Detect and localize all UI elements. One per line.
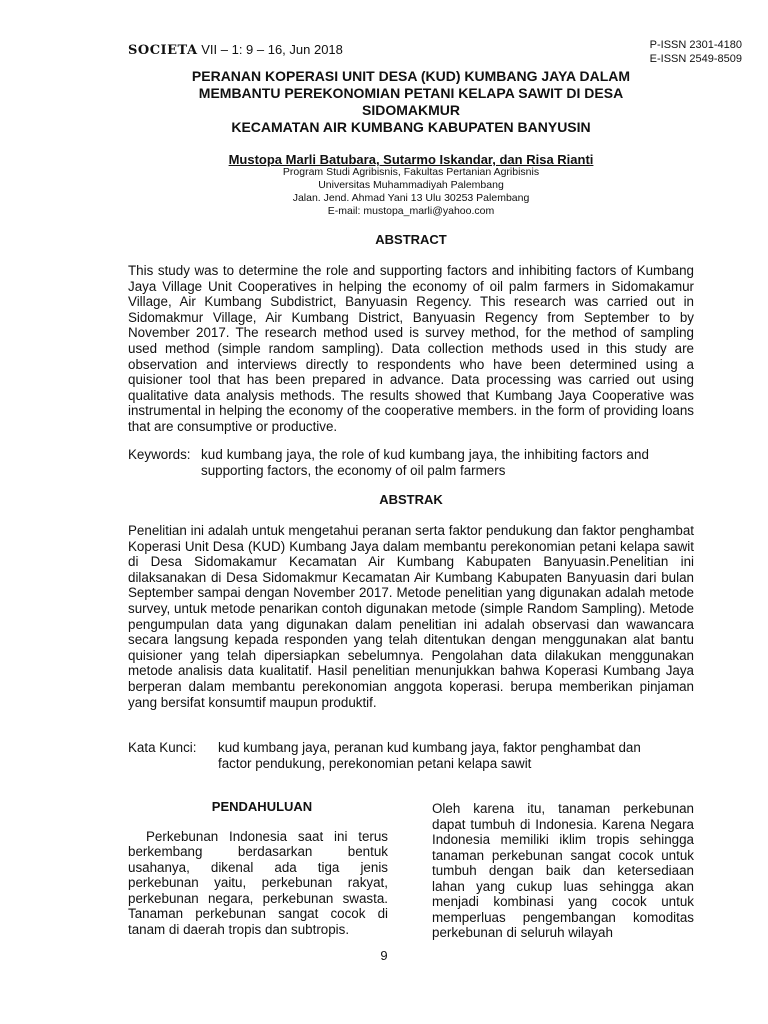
affiliation-program: Program Studi Agribisnis, Fakultas Pertanian Agribisnis bbox=[282, 166, 540, 178]
abstrak-keywords bbox=[128, 740, 694, 771]
journal-issue: VII – 1: 9 – 16, Jun 2018 bbox=[201, 42, 343, 57]
abstract-text: This study was to determine the role and supporting factors and inhibiting factors of Kumbang Jaya Village Unit Cooperatives in helping the economy of oil palm farmers in Sidomakamur Village, Air Kumbang Subdistrict, Banyuasin Regency. This research was carried out in Sidomakmur Village, Air Kumbang District, Banyuasin Regency from September to by November 2017. The research method used is survey method, for the method of sampling used method (simple random sampling). Data collection methods used in this study are observation and interviews directly to respondents who have been determined using a quisioner tool that has been prepared in advance. Data processing was carried out using qualitative data analysis methods. The results showed that Kumbang Jaya Cooperative was instrumental in helping the economy of the cooperative members. in the form of providing loans that are consumptive or productive. bbox=[128, 263, 694, 434]
abstrak-heading: ABSTRAK bbox=[379, 492, 443, 507]
title-line: MEMBANTU PEREKONOMIAN PETANI KELAPA SAWIT DI DESA bbox=[198, 85, 624, 101]
affiliation-email: E-mail: mustopa_marli@yahoo.com bbox=[327, 205, 495, 217]
journal-header bbox=[128, 42, 343, 58]
title-line: SIDOMAKMUR bbox=[362, 102, 460, 118]
kata-kunci-line: kud kumbang jaya, peranan kud kumbang jaya, faktor penghambat dan bbox=[218, 740, 641, 755]
p-issn: P-ISSN 2301-4180 bbox=[649, 39, 742, 51]
keywords-line: supporting factors, the economy of oil palm farmers bbox=[201, 462, 506, 478]
title-line: PERANAN KOPERASI UNIT DESA (KUD) KUMBANG JAYA DALAM bbox=[191, 68, 631, 84]
intro-right-text: Oleh karena itu, tanaman perkebunan dapat tumbuh di Indonesia. Karena Negara Indonesia memiliki iklim tropis sehingga tanaman perkebunan sangat cocok untuk tumbuh dengan baik dan ketersediaan lahan yang cukup luas sehingga akan menjadi kombinasi yang cocok untuk memperluas pengembangan komoditas perkebunan di seluruh wilayah bbox=[432, 801, 694, 940]
affiliation-address: Jalan. Jend. Ahmad Yani 13 Ulu 30253 Palembang bbox=[292, 192, 530, 204]
kata-kunci-line: factor pendukung, perekonomian petani kelapa sawit bbox=[218, 755, 532, 771]
keywords-label: Keywords: bbox=[128, 447, 191, 462]
abstrak-text: Penelitian ini adalah untuk mengetahui peranan serta faktor pendukung dan faktor penghambat Koperasi Unit Desa (KUD) Kumbang Jaya dalam membantu perekonomian petani kelapa sawit di Desa Sidomakamur Kecamatan Air Kumbang Kabupaten Banyuasin.Penelitian ini dilaksanakan di Desa Sidomakmur Kecamatan Air Kumbang Kabupaten Banyuasin dari bulan September sampai dengan November 2017. Metode penelitian yang digunakan adalah metode survey, untuk metode penarikan contoh digunakan metode (simple Random Sampling). Metode pengumpulan data yang digunakan dalam penelitian ini adalah observasi dan wawancara secara langsung kepada responden yang telah ditentukan dengan menggunakan alat bantu quisioner yang telah dipersiapkan sebelumnya. Pengolahan data dilakukan menggunakan metode analisis data kualitatif. Hasil penelitian menunjukkan bahwa Koperasi Kumbang Jaya berperan dalam membantu perekonomian anggota koperasi. berupa memberikan pinjaman yang bersifat konsumtif maupun produktif. bbox=[128, 523, 694, 710]
journal-brand: SOCIETA bbox=[128, 43, 198, 58]
intro-left-column bbox=[128, 799, 388, 937]
abstract-keywords bbox=[128, 447, 694, 478]
authors: Mustopa Marli Batubara, Sutarmo Iskandar, dan Risa Rianti bbox=[228, 152, 594, 167]
intro-heading: PENDAHULUAN bbox=[211, 799, 313, 814]
affiliation-university: Universitas Muhammadiyah Palembang bbox=[318, 179, 504, 191]
page-number: 9 bbox=[380, 948, 388, 963]
e-issn: E-ISSN 2549-8509 bbox=[649, 53, 742, 65]
kata-kunci-label: Kata Kunci: bbox=[128, 740, 197, 755]
keywords-line: kud kumbang jaya, the role of kud kumbang jaya, the inhibiting factors and bbox=[201, 447, 650, 462]
affiliation bbox=[128, 166, 694, 218]
intro-right-column bbox=[432, 801, 694, 941]
issn-block bbox=[650, 38, 742, 66]
abstract-heading: ABSTRACT bbox=[375, 232, 447, 247]
paper-title bbox=[128, 68, 694, 136]
intro-left-text: Perkebunan Indonesia saat ini terus berkembang berdasarkan bentuk usahanya, dikenal ada tiga jenis perkebunan yaitu, perkebunan rakyat, perkebunan negara, perkebunan swasta. Tanaman perkebunan sangat cocok di tanam di daerah tropis dan subtropis. bbox=[128, 828, 388, 937]
title-line: KECAMATAN AIR KUMBANG KABUPATEN BANYUSIN bbox=[231, 119, 591, 135]
